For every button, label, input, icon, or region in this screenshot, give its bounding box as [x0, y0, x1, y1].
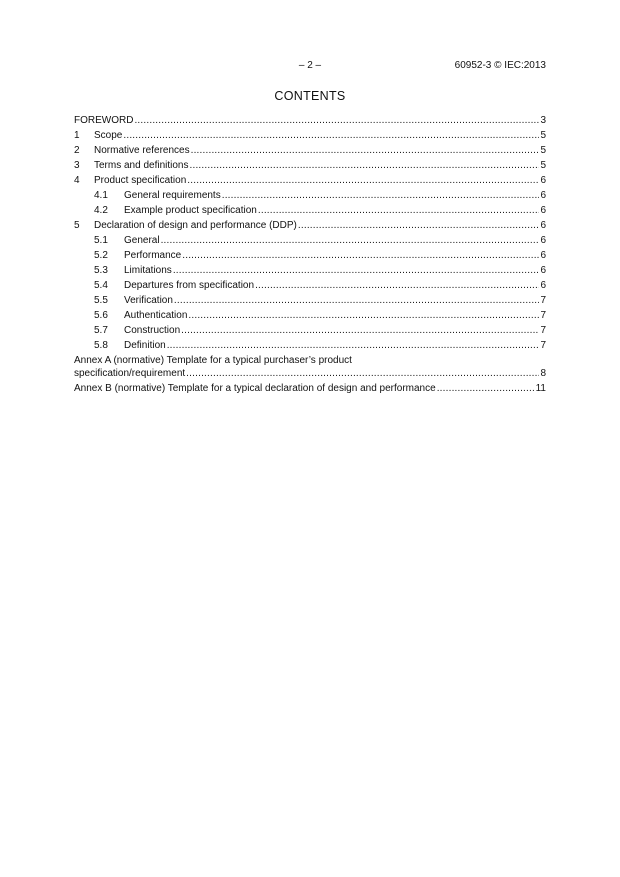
toc-leader-dots	[123, 128, 539, 143]
toc-entry-verification[interactable]	[74, 293, 546, 308]
toc-entry-example-product-specification[interactable]	[74, 203, 546, 218]
contents-heading: CONTENTS	[274, 89, 346, 103]
toc-leader-dots	[182, 248, 539, 263]
toc-leader-dots	[191, 143, 540, 158]
toc-section-number: 5.8	[94, 340, 108, 351]
toc-entry-construction[interactable]	[74, 323, 546, 338]
toc-page-number: 6	[540, 250, 546, 261]
toc-entry-product-specification[interactable]	[74, 173, 546, 188]
toc-title: Definition	[124, 340, 166, 351]
toc-section-number: 4.2	[94, 205, 108, 216]
toc-section-number: 4	[74, 175, 80, 186]
toc-entry-departures-from-specification[interactable]	[74, 278, 546, 293]
toc-leader-dots	[258, 203, 540, 218]
toc-leader-dots	[255, 278, 539, 293]
toc-title: FOREWORD	[74, 115, 134, 126]
toc-entry-general[interactable]	[74, 233, 546, 248]
toc-entry-general-requirements[interactable]	[74, 188, 546, 203]
toc-section-number: 5.4	[94, 280, 108, 291]
toc-page-number: 5	[540, 130, 546, 141]
toc-entry-annex-a[interactable]	[74, 354, 546, 380]
toc-title: Performance	[124, 250, 182, 261]
toc-title: Verification	[124, 295, 173, 306]
toc-section-number: 5.6	[94, 310, 108, 321]
toc-section-number: 5.7	[94, 325, 108, 336]
toc-leader-dots	[222, 188, 540, 203]
table-of-contents	[74, 113, 546, 396]
toc-entry-performance[interactable]	[74, 248, 546, 263]
toc-page-number: 6	[540, 220, 546, 231]
toc-page-number: 7	[540, 325, 546, 336]
toc-entry-limitations[interactable]	[74, 263, 546, 278]
toc-title: Normative references	[94, 145, 190, 156]
toc-page-number: 6	[540, 265, 546, 276]
page-number: – 2 –	[298, 60, 322, 71]
toc-page-number: 5	[540, 145, 546, 156]
toc-page-number: 11	[535, 383, 546, 394]
toc-leader-dots	[187, 173, 539, 188]
toc-entry-authentication[interactable]	[74, 308, 546, 323]
toc-entry-scope[interactable]	[74, 128, 546, 143]
toc-title-continuation: specification/requirement	[74, 368, 186, 379]
toc-page-number: 7	[540, 340, 546, 351]
toc-title: Annex A (normative) Template for a typical purchaser’s product	[74, 355, 352, 366]
toc-leader-dots	[134, 113, 539, 128]
toc-section-number: 2	[74, 145, 80, 156]
toc-page-number: 7	[540, 295, 546, 306]
toc-title: Construction	[124, 325, 181, 336]
toc-title: Annex B (normative) Template for a typical declaration of design and performance	[74, 383, 436, 394]
toc-leader-dots	[173, 263, 540, 278]
toc-leader-dots	[437, 381, 535, 396]
toc-title: Product specification	[94, 175, 187, 186]
toc-entry-foreword[interactable]	[74, 113, 546, 128]
toc-entry-annex-b[interactable]	[74, 381, 546, 396]
toc-page-number: 6	[540, 190, 546, 201]
toc-page-number: 5	[540, 160, 546, 171]
toc-section-number: 4.1	[94, 190, 108, 201]
toc-section-number: 5.3	[94, 265, 108, 276]
toc-leader-dots	[188, 308, 539, 323]
toc-title: Departures from specification	[124, 280, 255, 291]
toc-entry-declaration-of-design[interactable]	[74, 218, 546, 233]
toc-title: Declaration of design and performance (DDP)	[94, 220, 297, 231]
toc-entry-terms-and-definitions[interactable]	[74, 158, 546, 173]
toc-section-number: 1	[74, 130, 80, 141]
toc-leader-dots	[161, 233, 540, 248]
toc-section-number: 3	[74, 160, 80, 171]
toc-page-number: 6	[540, 175, 546, 186]
toc-leader-dots	[174, 293, 540, 308]
toc-leader-dots	[186, 367, 539, 380]
toc-page-number: 6	[540, 235, 546, 246]
toc-page-number: 3	[540, 115, 546, 126]
toc-page-number: 6	[540, 280, 546, 291]
toc-title: Scope	[94, 130, 123, 141]
toc-title: Limitations	[124, 265, 172, 276]
toc-section-number: 5.2	[94, 250, 108, 261]
toc-title: Authentication	[124, 310, 188, 321]
toc-title: Terms and definitions	[94, 160, 189, 171]
toc-section-number: 5	[74, 220, 80, 231]
toc-title: Example product specification	[124, 205, 257, 216]
toc-title: General requirements	[124, 190, 221, 201]
toc-entry-definition[interactable]	[74, 338, 546, 353]
toc-leader-dots	[190, 158, 540, 173]
toc-section-number: 5.1	[94, 235, 108, 246]
toc-page-number: 6	[540, 205, 546, 216]
toc-section-number: 5.5	[94, 295, 108, 306]
toc-page-number: 8	[540, 368, 546, 379]
document-reference: 60952-3 © IEC:2013	[454, 60, 546, 71]
toc-leader-dots	[167, 338, 540, 353]
toc-leader-dots	[181, 323, 539, 338]
toc-entry-normative-references[interactable]	[74, 143, 546, 158]
toc-leader-dots	[298, 218, 540, 233]
toc-title: General	[124, 235, 160, 246]
toc-page-number: 7	[540, 310, 546, 321]
